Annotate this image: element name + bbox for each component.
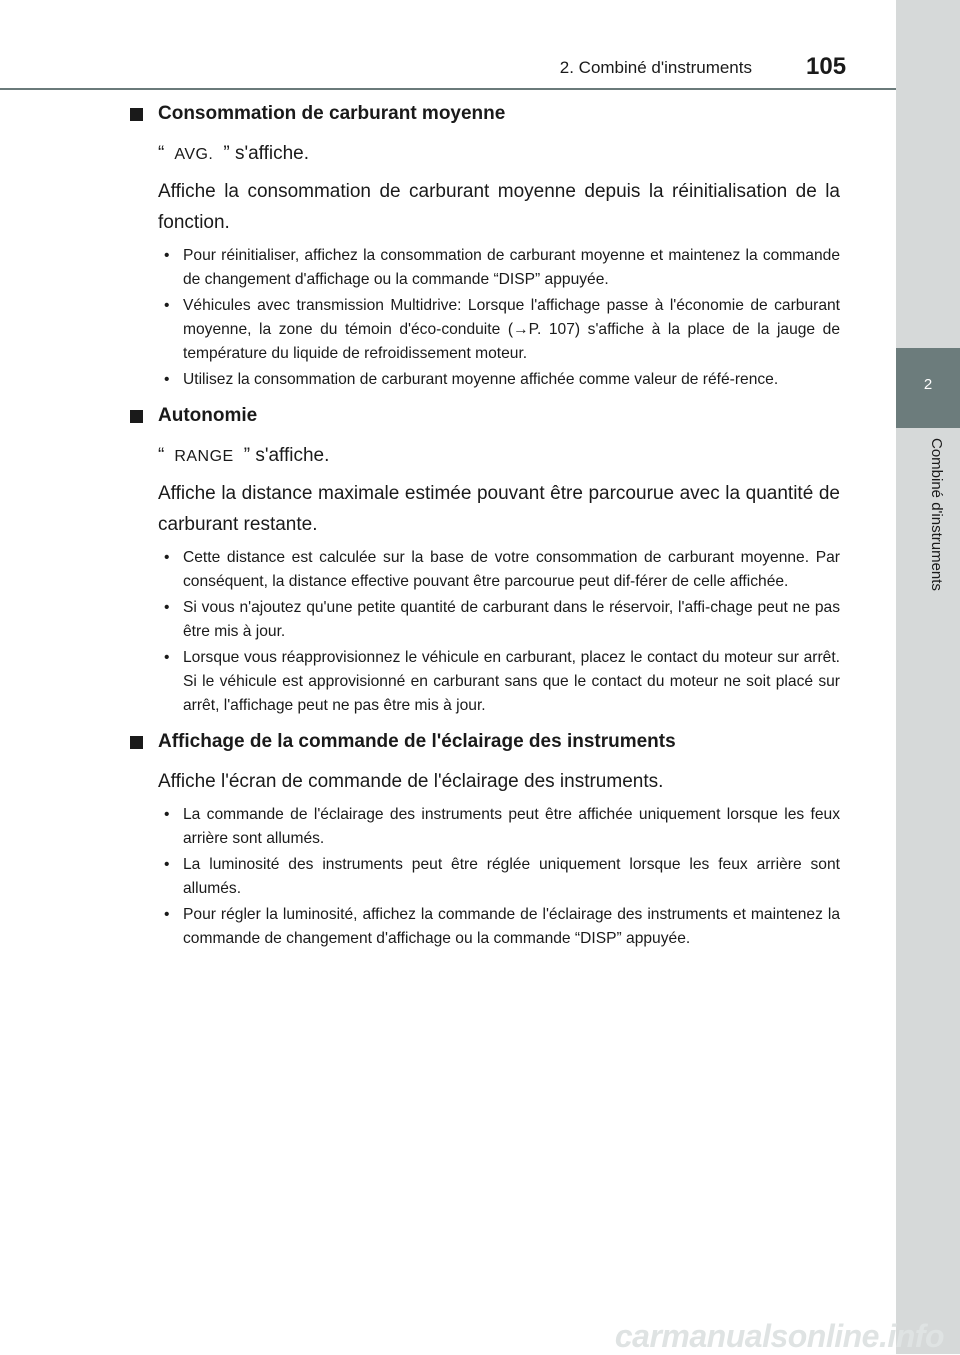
section-paragraph: Affiche la consommation de carburant moyenne depuis la réinitialisation de la fonction. bbox=[158, 181, 840, 233]
display-line: “ RANGE ” s'affiche. bbox=[158, 445, 330, 466]
section-instrument-lighting bbox=[128, 728, 840, 951]
bullet-list bbox=[128, 546, 840, 718]
list-item: • La luminosité des instruments peut être réglée uniquement lorsque les feux arrière sont allumés. bbox=[164, 856, 840, 897]
display-text-range: RANGE bbox=[174, 448, 234, 465]
section-paragraph: Affiche l'écran de commande de l'éclairage des instruments. bbox=[158, 771, 664, 792]
list-item: • La commande de l'éclairage des instruments peut être affichée uniquement lorsque les feux arrière sont allumés. bbox=[164, 806, 840, 847]
square-bullet-icon bbox=[130, 410, 143, 423]
section-average-fuel bbox=[128, 100, 840, 392]
section-heading: Autonomie bbox=[128, 402, 840, 430]
header-divider bbox=[0, 88, 960, 90]
side-tab-chapter-label: Combiné d'instruments bbox=[928, 438, 945, 591]
display-line: “ AVG. ” s'affiche. bbox=[158, 143, 310, 164]
bullet-list bbox=[128, 803, 840, 951]
list-item: • Lorsque vous réapprovisionnez le véhicule en carburant, placez le contact du moteur sur arrêt. Si le véhicule est approvisionné en carburant sans que le contact du moteur ne soit placé sur arrêt, l'affichage peut ne pas être mis à jour. bbox=[164, 649, 840, 714]
list-item: • Pour réinitialiser, affichez la consommation de carburant moyenne et maintenez la commande de changement d'affichage ou la commande “DISP” appuyée. bbox=[164, 247, 840, 288]
list-item: • Utilisez la consommation de carburant moyenne affichée comme valeur de réfé-rence. bbox=[164, 371, 779, 388]
list-item: • Cette distance est calculée sur la base de votre consommation de carburant moyenne. Par conséquent, la distance effective pouvant être parcourue peut dif-férer de celle affichée. bbox=[164, 549, 840, 590]
bullet-list bbox=[128, 244, 840, 392]
section-heading: Consommation de carburant moyenne bbox=[128, 100, 840, 128]
side-tab-chapter-number: 2 bbox=[923, 376, 933, 393]
section-range bbox=[128, 402, 840, 718]
square-bullet-icon bbox=[130, 736, 143, 749]
header-section-title: 2. Combiné d'instruments bbox=[559, 58, 752, 77]
list-item: • Véhicules avec transmission Multidrive: Lorsque l'affichage passe à l'économie de carburant moyenne, la zone du témoin d'éco-conduite (→P. 107) s'affiche à la place de la jauge de température du liquide de refroidissement moteur. bbox=[164, 297, 840, 362]
list-item: • Pour régler la luminosité, affichez la commande de l'éclairage des instruments et maintenez la commande de changement d'affichage ou la commande “DISP” appuyée. bbox=[164, 906, 840, 947]
display-text-avg: AVG. bbox=[174, 146, 214, 163]
square-bullet-icon bbox=[130, 108, 143, 121]
page-number: 105 bbox=[806, 53, 847, 80]
list-item: • Si vous n'ajoutez qu'une petite quantité de carburant dans le réservoir, l'affi-chage peut ne pas être mis à jour. bbox=[164, 599, 840, 640]
section-paragraph: Affiche la distance maximale estimée pouvant être parcourue avec la quantité de carburant restante. bbox=[158, 483, 840, 535]
section-heading: Affichage de la commande de l'éclairage des instruments bbox=[128, 728, 840, 756]
side-tab-top bbox=[896, 0, 960, 348]
main-content bbox=[128, 100, 840, 961]
watermark: carmanualsonline.info bbox=[614, 1318, 944, 1354]
